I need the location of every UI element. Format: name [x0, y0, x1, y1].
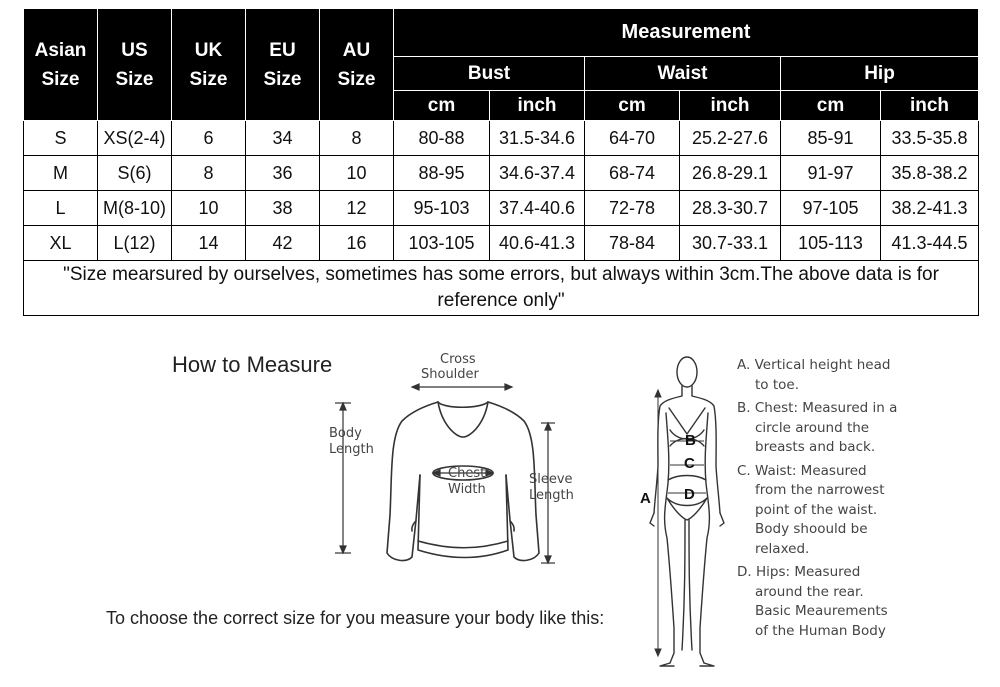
measurement-legend: [737, 356, 987, 645]
bust-cm-header: cm: [394, 91, 490, 121]
table-cell: 41.3-44.5: [881, 226, 979, 261]
table-cell: 31.5-34.6: [490, 121, 585, 156]
table-cell: 72-78: [585, 191, 680, 226]
table-cell: 42: [246, 226, 320, 261]
table-cell: 88-95: [394, 156, 490, 191]
table-cell: 36: [246, 156, 320, 191]
table-cell: 33.5-35.8: [881, 121, 979, 156]
table-cell: L: [24, 191, 98, 226]
body-label-c: C: [684, 455, 695, 472]
waist-cm-header: cm: [585, 91, 680, 121]
body-label-b: B: [685, 432, 696, 449]
uk-size-header: UK Size: [172, 9, 246, 121]
table-cell: 68-74: [585, 156, 680, 191]
body-label-a: A: [640, 490, 651, 507]
hip-header: Hip: [781, 57, 979, 91]
table-cell: 38.2-41.3: [881, 191, 979, 226]
table-row: [24, 121, 979, 156]
table-cell: 105-113: [781, 226, 881, 261]
how-to-measure-title: How to Measure: [172, 352, 333, 377]
legend-d: D. Hips: Measured around the rear. Basic Meaurements of the Human Body: [737, 564, 888, 639]
bust-inch-header: inch: [490, 91, 585, 121]
disclaimer-note: "Size mearsured by ourselves, sometimes has some errors, but always within 3cm.The above data is for reference only": [24, 261, 979, 316]
table-cell: 91-97: [781, 156, 881, 191]
table-cell: 85-91: [781, 121, 881, 156]
table-cell: S: [24, 121, 98, 156]
table-cell: M: [24, 156, 98, 191]
bust-header: Bust: [394, 57, 585, 91]
table-cell: 34.6-37.4: [490, 156, 585, 191]
table-cell: 80-88: [394, 121, 490, 156]
cross-label-line2: Shoulder: [421, 367, 479, 382]
table-cell: 37.4-40.6: [490, 191, 585, 226]
hip-inch-header: inch: [881, 91, 979, 121]
cross-label-line1: Cross: [440, 352, 476, 367]
body-figure-diagram: [630, 348, 730, 683]
table-cell: M(8-10): [98, 191, 172, 226]
table-cell: 16: [320, 226, 394, 261]
table-cell: 12: [320, 191, 394, 226]
table-cell: 95-103: [394, 191, 490, 226]
table-cell: 14: [172, 226, 246, 261]
sleeve-length-line1: Sleeve: [529, 472, 573, 487]
legend-a: A. Vertical height head to toe.: [737, 357, 891, 393]
table-cell: 6: [172, 121, 246, 156]
us-size-header: US Size: [98, 9, 172, 121]
eu-size-header: EU Size: [246, 9, 320, 121]
legend-c: C. Waist: Measured from the narrowest point of the waist. Body shoould be relaxed.: [737, 462, 885, 557]
chest-width-line1: Chest: [448, 466, 486, 481]
legend-b: B. Chest: Measured in a circle around the breasts and back.: [737, 400, 898, 455]
table-cell: 38: [246, 191, 320, 226]
table-cell: L(12): [98, 226, 172, 261]
table-cell: 40.6-41.3: [490, 226, 585, 261]
table-cell: 34: [246, 121, 320, 156]
table-cell: 25.2-27.6: [680, 121, 781, 156]
table-cell: 97-105: [781, 191, 881, 226]
chest-width-line2: Width: [448, 482, 486, 497]
table-cell: 35.8-38.2: [881, 156, 979, 191]
table-cell: 8: [172, 156, 246, 191]
measurement-header: Measurement: [394, 9, 979, 57]
table-cell: XS(2-4): [98, 121, 172, 156]
table-cell: 78-84: [585, 226, 680, 261]
table-cell: 103-105: [394, 226, 490, 261]
sleeve-length-line2: Length: [529, 488, 574, 503]
waist-header: Waist: [585, 57, 781, 91]
table-cell: 26.8-29.1: [680, 156, 781, 191]
table-cell: S(6): [98, 156, 172, 191]
waist-inch-header: inch: [680, 91, 781, 121]
table-cell: 10: [172, 191, 246, 226]
body-label-d: D: [684, 486, 695, 503]
sweater-diagram: [320, 345, 620, 575]
hip-cm-header: cm: [781, 91, 881, 121]
size-chart-table: [23, 8, 979, 316]
table-cell: 30.7-33.1: [680, 226, 781, 261]
body-length-line2: Length: [329, 442, 374, 457]
table-row: [24, 191, 979, 226]
asian-size-header: Asian Size: [24, 9, 98, 121]
table-cell: 64-70: [585, 121, 680, 156]
body-length-line1: Body: [329, 426, 362, 441]
measure-instruction: To choose the correct size for you measure your body like this:: [106, 608, 605, 628]
table-cell: 10: [320, 156, 394, 191]
table-cell: 28.3-30.7: [680, 191, 781, 226]
table-row: [24, 156, 979, 191]
au-size-header: AU Size: [320, 9, 394, 121]
table-row: [24, 226, 979, 261]
table-cell: XL: [24, 226, 98, 261]
table-cell: 8: [320, 121, 394, 156]
